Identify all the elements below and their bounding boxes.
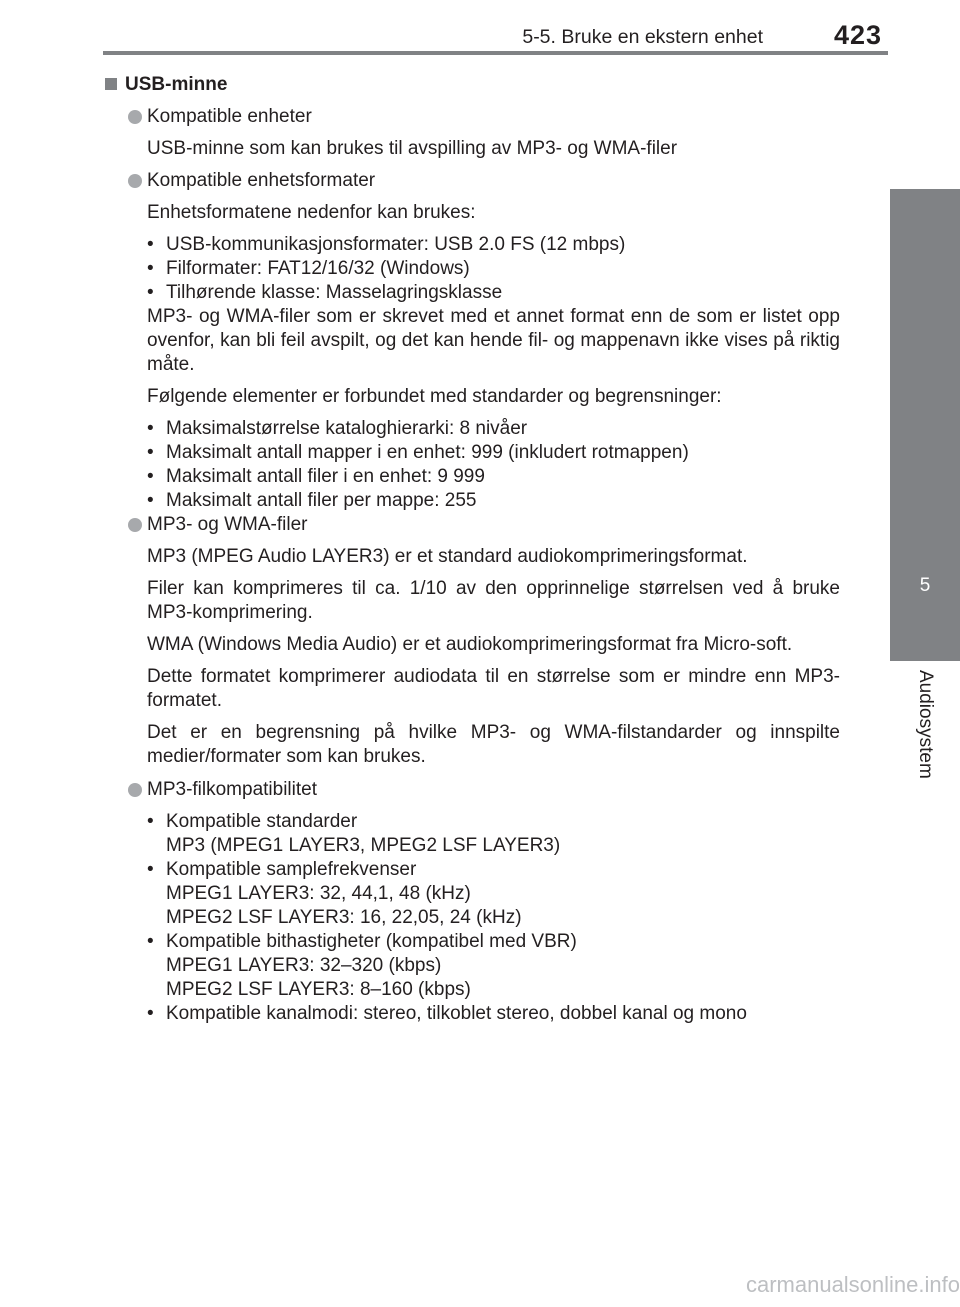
list-item-text: Maksimalt antall filer i en enhet: 9 999 [166,466,485,487]
device-formats-note: MP3- og WMA-filer som er skrevet med et annet format enn de som er listet opp ovenfor, kan bli feil avspilt, og det kan hende fil- og mappenavn ikke vises på riktig måte. [147,306,840,375]
device-formats-list [103,233,840,305]
device-formats-heading [103,169,840,193]
heading-text: USB-minne [125,74,228,95]
dot-bullet-icon: • [147,418,154,439]
circle-bullet-icon [128,110,142,124]
list-item [147,930,840,1002]
dot-bullet-icon: • [147,811,154,832]
paragraph: Dette formatet komprimerer audiodata til en størrelse som er mindre enn MP3-formatet. [147,666,840,711]
list-item-text: Maksimalt antall mapper i en enhet: 999 (inkludert rotmappen) [166,442,689,463]
watermark: carmanualsonline.info [745,1272,960,1297]
paragraph: WMA (Windows Media Audio) er et audiokomprimeringsformat fra Micro-soft. [147,634,793,655]
paragraph: MP3 (MPEG Audio LAYER3) er et standard audiokomprimeringsformat. [147,546,748,567]
list-item-detail: MPEG1 LAYER3: 32–320 (kbps) [166,955,442,976]
list-item [147,257,840,281]
mp3-compat-list [103,810,840,1026]
circle-bullet-icon [128,518,142,532]
list-item-detail: MPEG2 LSF LAYER3: 16, 22,05, 24 (kHz) [166,907,522,928]
list-item [147,417,840,441]
circle-bullet-icon [128,783,142,797]
header-divider [103,51,888,55]
list-item-detail: MPEG1 LAYER3: 32, 44,1, 48 (kHz) [166,883,471,904]
list-item [147,233,840,257]
list-item-text: Kompatible bithastigheter (kompatibel med VBR) [166,931,577,952]
list-item-detail: MP3 (MPEG1 LAYER3, MPEG2 LSF LAYER3) [166,835,561,856]
page-content [103,73,840,1026]
list-item-text: Filformater: FAT12/16/32 (Windows) [166,258,470,279]
list-item-text: Tilhørende klasse: Masselagringsklasse [166,282,503,303]
paragraph: Filer kan komprimeres til ca. 1/10 av den opprinnelige størrelsen ved å bruke MP3-komprimering. [147,578,840,623]
list-item-text: Kompatible standarder [166,811,358,832]
list-item-text: USB-kommunikasjonsformater: USB 2.0 FS (12 mbps) [166,234,626,255]
paragraph: Det er en begrensning på hvilke MP3- og WMA-filstandarder og innspilte medier/formater som kan brukes. [147,722,840,767]
list-item [147,858,840,930]
list-item [147,810,840,858]
dot-bullet-icon: • [147,258,154,279]
list-item [147,465,840,489]
usb-memory-heading [103,73,840,97]
dot-bullet-icon: • [147,466,154,487]
bullet-heading-text: Kompatible enhetsformater [147,170,376,191]
limits-intro: Følgende elementer er forbundet med standarder og begrensninger: [147,386,722,407]
list-item [147,489,840,513]
mp3-wma-files-heading [103,513,840,537]
list-item [147,1002,840,1026]
list-item-detail: MPEG2 LSF LAYER3: 8–160 (kbps) [166,979,471,1000]
dot-bullet-icon: • [147,859,154,880]
list-item-text: Maksimalt antall filer per mappe: 255 [166,490,477,511]
dot-bullet-icon: • [147,282,154,303]
dot-bullet-icon: • [147,931,154,952]
list-item-text: Kompatible kanalmodi: stereo, tilkoblet stereo, dobbel kanal og mono [166,1003,747,1024]
device-formats-intro: Enhetsformatene nedenfor kan brukes: [147,202,476,223]
dot-bullet-icon: • [147,442,154,463]
square-bullet-icon [105,78,117,90]
page-number: 423 [833,20,882,50]
section-title: 5-5. Bruke en ekstern enhet [522,26,763,48]
compatible-devices-text: USB-minne som kan brukes til avspilling av MP3- og WMA-filer [147,138,678,159]
limits-list [103,417,840,513]
list-item-text: Maksimalstørrelse kataloghierarki: 8 nivåer [166,418,528,439]
bullet-heading-text: MP3- og WMA-filer [147,514,308,535]
list-item [147,441,840,465]
dot-bullet-icon: • [147,1003,154,1024]
mp3-compat-heading [103,778,840,802]
chapter-tab-number: 5 [919,575,931,596]
list-item [147,281,840,305]
compatible-devices-heading [103,105,840,129]
dot-bullet-icon: • [147,234,154,255]
bullet-heading-text: Kompatible enheter [147,106,312,127]
circle-bullet-icon [128,174,142,188]
list-item-text: Kompatible samplefrekvenser [166,859,417,880]
chapter-tab-label: Audiosystem [915,670,936,779]
bullet-heading-text: MP3-filkompatibilitet [147,779,317,800]
dot-bullet-icon: • [147,490,154,511]
